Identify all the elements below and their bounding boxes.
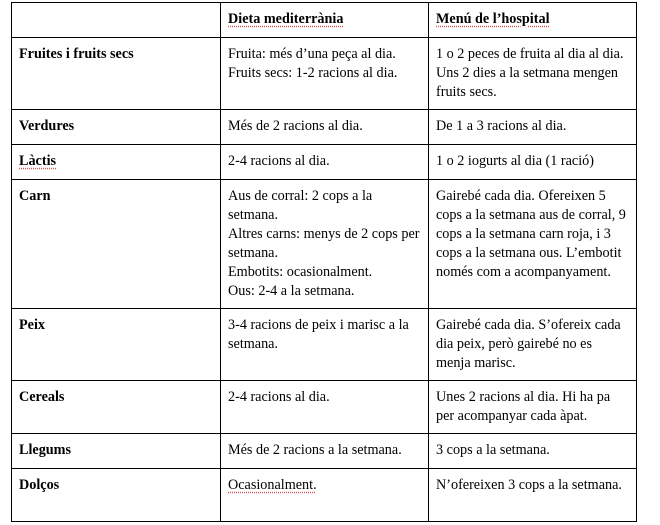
- hospital-cell: Gairebé cada dia. S’ofereix cada dia peix, però gairebé no es menja marisc.: [429, 309, 637, 381]
- row-category: Verdures: [12, 110, 221, 145]
- table-row: [12, 469, 637, 522]
- mediterranean-cell: [221, 38, 429, 110]
- cell-line: Aus de corral: 2 cops a la setmana.: [228, 188, 373, 223]
- table-row: [12, 145, 637, 180]
- cell-line: Altres carns: menys de 2 cops per setmana.: [228, 226, 420, 261]
- hospital-cell: Gairebé cada dia. Ofereixen 5 cops a la setmana aus de corral, 9 cops a la setmana carn roja, i 3 cops a la setmana ous. L’embotit només com a acompanyament.: [429, 180, 637, 309]
- table-row: [12, 110, 637, 145]
- table-row: [12, 381, 637, 434]
- hospital-cell: 1 o 2 iogurts al dia (1 ració): [429, 145, 637, 180]
- mediterranean-cell: 2-4 racions al dia.: [221, 381, 429, 434]
- row-category: Llegums: [12, 434, 221, 469]
- diet-comparison-table: [11, 2, 637, 522]
- table-header-row: [12, 3, 637, 38]
- hospital-cell: 1 o 2 peces de fruita al dia al dia. Uns 2 dies a la setmana mengen fruits secs.: [429, 38, 637, 110]
- row-category: Cereals: [12, 381, 221, 434]
- header-cell-empty: [12, 3, 221, 38]
- table-row: [12, 434, 637, 469]
- row-category: Dolços: [12, 469, 221, 522]
- hospital-cell: 3 cops a la setmana.: [429, 434, 637, 469]
- cell-line: Ous: 2-4 a la setmana.: [228, 283, 355, 299]
- hospital-cell: Unes 2 racions al dia. Hi ha pa per acompanyar cada àpat.: [429, 381, 637, 434]
- cell-line: Fruita: més d’una peça al dia.: [228, 46, 396, 62]
- header-cell-hospital: Menú de l’hospital: [429, 3, 637, 38]
- hospital-cell: N’ofereixen 3 cops a la setmana.: [429, 469, 637, 522]
- row-category: Carn: [12, 180, 221, 309]
- cell-line: Embotits: ocasionalment.: [228, 264, 373, 280]
- row-category: Peix: [12, 309, 221, 381]
- mediterranean-cell: 3-4 racions de peix i marisc a la setmana.: [221, 309, 429, 381]
- row-category: Làctis: [12, 145, 221, 180]
- row-category: Fruites i fruits secs: [12, 38, 221, 110]
- mediterranean-cell: [221, 180, 429, 309]
- mediterranean-cell: 2-4 racions al dia.: [221, 145, 429, 180]
- table-row: [12, 38, 637, 110]
- table-row: [12, 180, 637, 309]
- hospital-cell: De 1 a 3 racions al dia.: [429, 110, 637, 145]
- mediterranean-cell: Més de 2 racions al dia.: [221, 110, 429, 145]
- mediterranean-cell: Més de 2 racions a la setmana.: [221, 434, 429, 469]
- cell-line: Fruits secs: 1-2 racions al dia.: [228, 65, 398, 81]
- table-row: [12, 309, 637, 381]
- mediterranean-cell: Ocasionalment.: [221, 469, 429, 522]
- header-cell-mediterranean: Dieta mediterrània: [221, 3, 429, 38]
